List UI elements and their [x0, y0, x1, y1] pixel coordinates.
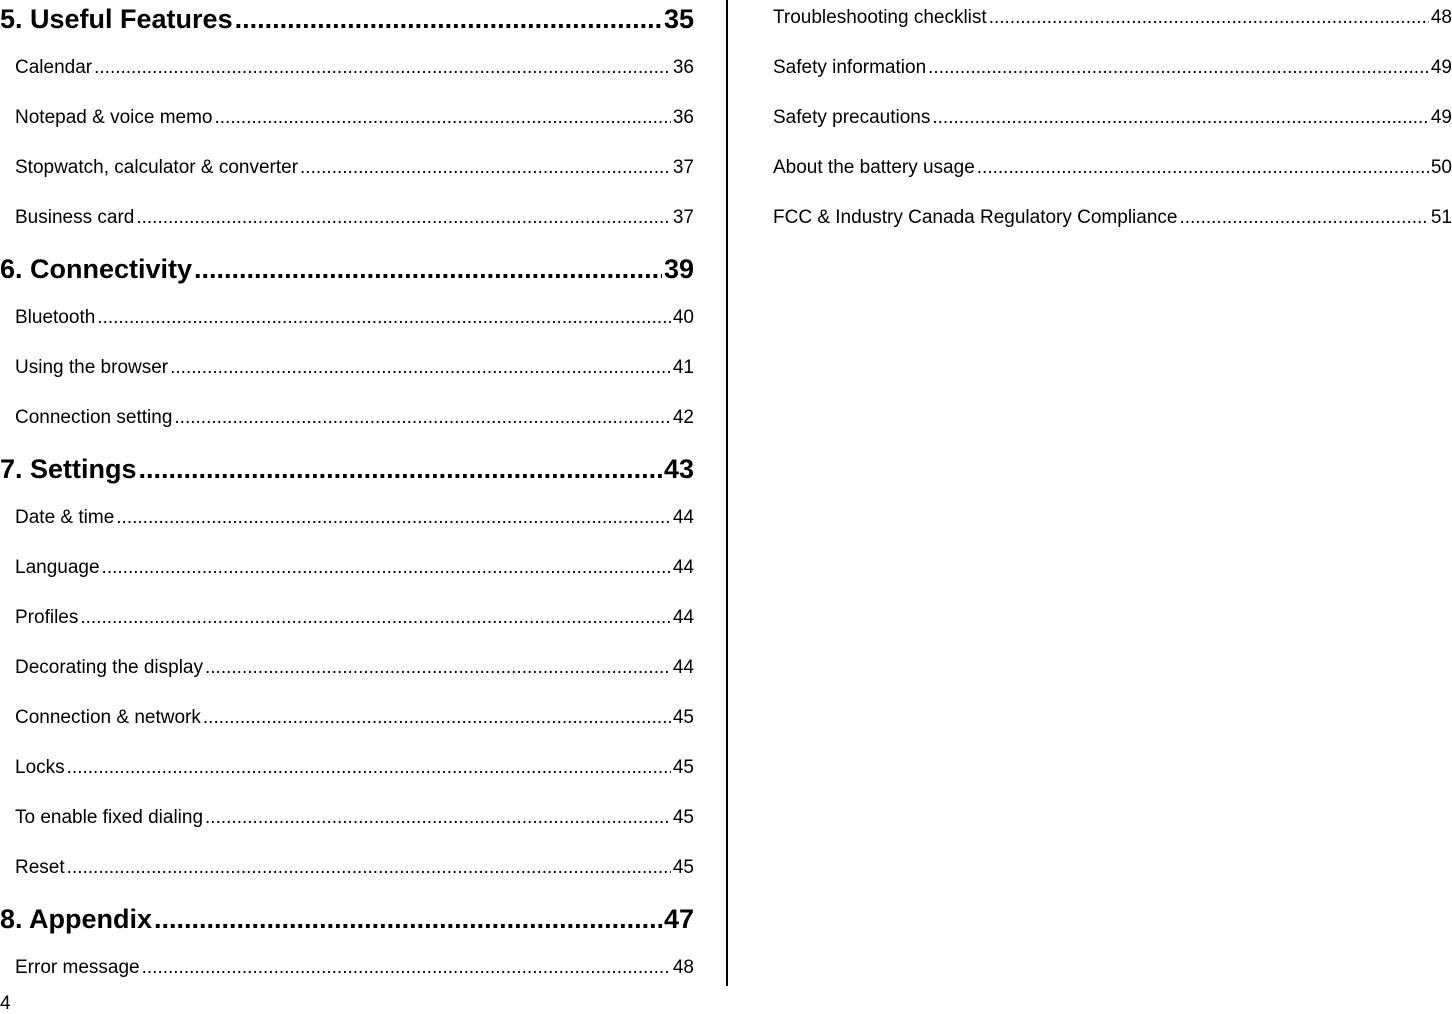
toc-entry-language[interactable] [0, 550, 694, 600]
toc-page-number: 37 [672, 157, 694, 178]
toc-page-number: 37 [672, 207, 694, 228]
toc-leader [142, 950, 671, 986]
toc-leader [67, 850, 671, 886]
toc-entry-connection-network[interactable] [0, 700, 694, 750]
toc-entry-safety-information[interactable] [773, 50, 1452, 100]
toc-label: Connection setting [15, 407, 173, 428]
toc-page-number: 47 [663, 904, 694, 934]
toc-label: 8. Appendix [0, 904, 153, 934]
toc-label: Notepad & voice memo [15, 107, 213, 128]
toc-entry-profiles[interactable] [0, 600, 694, 650]
toc-page-number: 48 [1430, 7, 1452, 28]
toc-page-number: 49 [1430, 57, 1452, 78]
toc-entry-decorating-the-display[interactable] [0, 650, 694, 700]
toc-label: To enable fixed dialing [15, 807, 204, 828]
toc-label: Using the browser [15, 357, 169, 378]
toc-entry-calendar[interactable] [0, 50, 694, 100]
toc-entry-stopwatch-calculator-converter[interactable] [0, 150, 694, 200]
toc-page-number: 50 [1430, 157, 1452, 178]
toc-leader [235, 0, 662, 38]
toc-entry-business-card[interactable] [0, 200, 694, 250]
toc-entry-connection-setting[interactable] [0, 400, 694, 450]
toc-leader [116, 500, 671, 536]
toc-leader [932, 100, 1428, 136]
toc-page-number: 45 [672, 757, 694, 778]
toc-entry-fixed-dialing[interactable] [0, 800, 694, 850]
toc-page-number: 35 [663, 4, 694, 34]
toc-leader [154, 900, 662, 938]
toc-leader [977, 150, 1429, 186]
toc-page-number: 41 [672, 357, 694, 378]
toc-label: Business card [15, 207, 135, 228]
toc-section-useful-features[interactable] [0, 0, 694, 50]
toc-page-number: 39 [663, 254, 694, 284]
toc-leader [205, 650, 671, 686]
toc-page-number: 36 [672, 107, 694, 128]
toc-label: Locks [15, 757, 65, 778]
toc-page-number: 42 [672, 407, 694, 428]
toc-leader [215, 100, 671, 136]
toc-page-number: 44 [672, 607, 694, 628]
toc-label: Profiles [15, 607, 79, 628]
toc-leader [136, 200, 671, 236]
toc-label: Decorating the display [15, 657, 203, 678]
toc-page-number: 45 [672, 857, 694, 878]
toc-leader [1179, 200, 1428, 236]
toc-entry-safety-precautions[interactable] [773, 100, 1452, 150]
toc-label: Stopwatch, calculator & converter [15, 157, 299, 178]
toc-leader [94, 50, 671, 86]
toc-right-column [773, 0, 1452, 250]
toc-label: Safety precautions [773, 107, 931, 128]
toc-leader [102, 550, 671, 586]
toc-entry-fcc-compliance[interactable] [773, 200, 1452, 250]
toc-entry-using-the-browser[interactable] [0, 350, 694, 400]
toc-page-number: 44 [672, 657, 694, 678]
toc-leader [174, 400, 670, 436]
toc-label: Date & time [15, 507, 115, 528]
toc-page-number: 43 [663, 454, 694, 484]
toc-label: Bluetooth [15, 307, 96, 328]
toc-label: About the battery usage [773, 157, 975, 178]
toc-page-number: 36 [672, 57, 694, 78]
toc-entry-date-time[interactable] [0, 500, 694, 550]
toc-page-number: 51 [1430, 207, 1452, 228]
toc-leader [989, 0, 1429, 36]
toc-entry-notepad-voice-memo[interactable] [0, 100, 694, 150]
toc-label: Language [15, 557, 100, 578]
toc-entry-reset[interactable] [0, 850, 694, 900]
toc-label: Reset [15, 857, 65, 878]
toc-page-number: 45 [672, 807, 694, 828]
toc-page-number: 45 [672, 707, 694, 728]
column-divider [726, 0, 728, 986]
toc-label: 7. Settings [0, 454, 137, 484]
toc-leader [300, 150, 671, 186]
toc-leader [928, 50, 1429, 86]
toc-page-number: 48 [672, 957, 694, 978]
toc-page-number: 40 [672, 307, 694, 328]
toc-label: Connection & network [15, 707, 201, 728]
toc-label: 5. Useful Features [0, 4, 233, 34]
toc-leader [194, 250, 662, 288]
toc-label: Safety information [773, 57, 927, 78]
toc-leader [139, 450, 662, 488]
toc-leader [67, 750, 671, 786]
toc-page-number: 44 [672, 507, 694, 528]
toc-page-number: 49 [1430, 107, 1452, 128]
toc-leader [170, 350, 671, 386]
toc-section-settings[interactable] [0, 450, 694, 500]
toc-entry-locks[interactable] [0, 750, 694, 800]
toc-leader [205, 800, 671, 836]
toc-leader [80, 600, 671, 636]
toc-label: 6. Connectivity [0, 254, 193, 284]
toc-left-column [0, 0, 694, 1000]
toc-leader [97, 300, 671, 336]
toc-label: Error message [15, 957, 140, 978]
toc-page-number: 44 [672, 557, 694, 578]
toc-label: Troubleshooting checklist [773, 7, 987, 28]
toc-section-connectivity[interactable] [0, 250, 694, 300]
toc-entry-troubleshooting-checklist[interactable] [773, 0, 1452, 50]
toc-entry-battery-usage[interactable] [773, 150, 1452, 200]
toc-entry-bluetooth[interactable] [0, 300, 694, 350]
toc-leader [203, 700, 671, 736]
toc-entry-error-message[interactable] [0, 950, 694, 1000]
page-footer-number: 4 [0, 993, 11, 1014]
toc-label: Calendar [15, 57, 93, 78]
toc-label: FCC & Industry Canada Regulatory Compliance [773, 207, 1178, 228]
toc-section-appendix[interactable] [0, 900, 694, 950]
